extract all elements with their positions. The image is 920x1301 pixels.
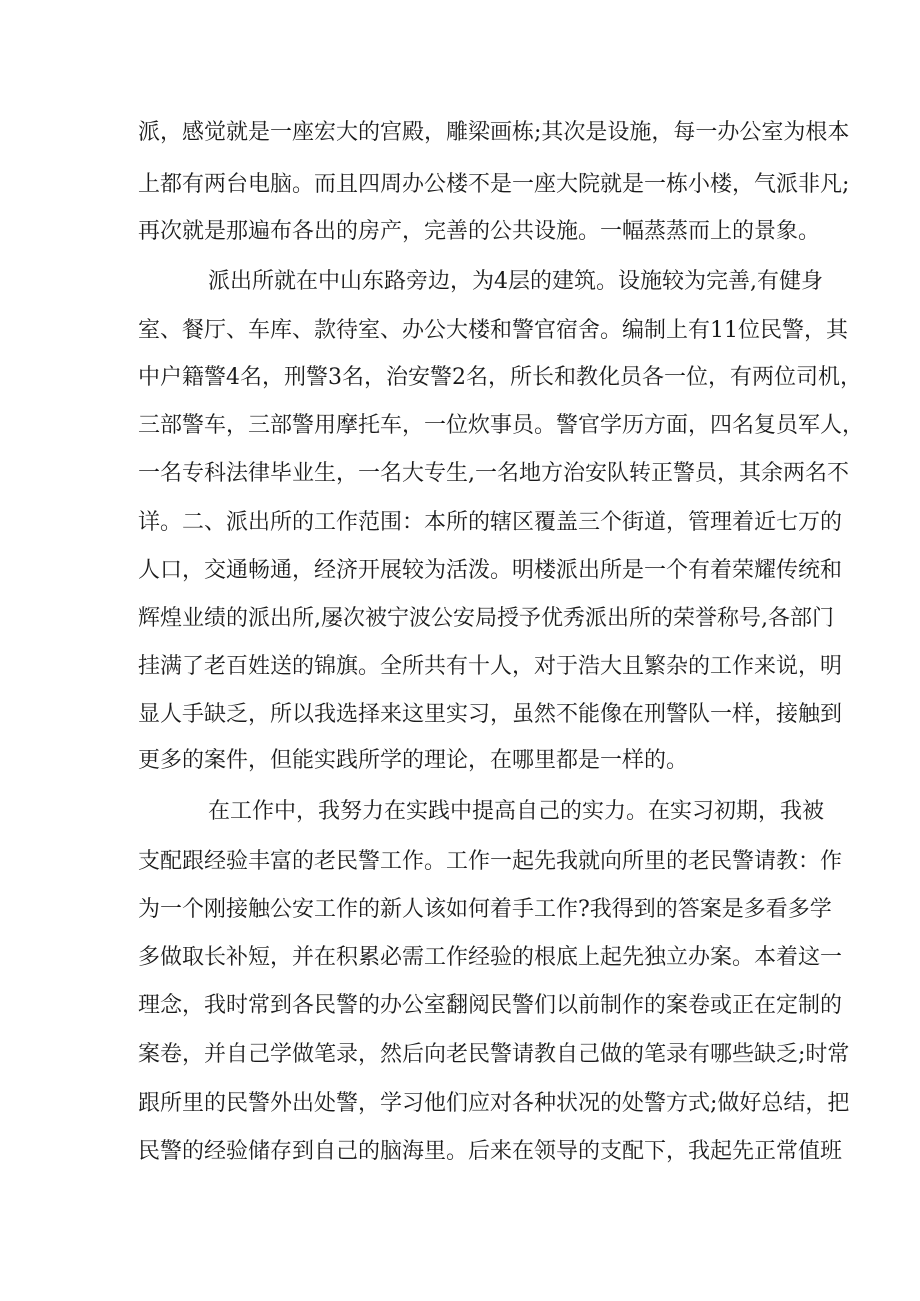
text-line: 多做取长补短，并在积累必需工作经验的根底上起先独立办案。本着这一 <box>138 945 843 970</box>
text-line: 一名专科法律毕业生，一名大专生,一名地方治安队转正警员，其余两名不 <box>138 461 849 486</box>
text-line: 跟所里的民警外出处警，学习他们应对各种状况的处警方式;做好总结，把 <box>138 1091 850 1116</box>
text-line: 人口，交通畅通，经济开展较为活泼。明楼派出所是一个有着荣耀传统和 <box>138 558 843 583</box>
text-line: 详。二、派出所的工作范围：本所的辖区覆盖三个街道，管理着近七万的 <box>138 510 843 535</box>
text-line: 室、餐厅、车库、款待室、办公大楼和警官宿舍。编制上有11位民警，其 <box>138 318 848 343</box>
text-line: 派出所就在中山东路旁边，为4层的建筑。设施较为完善,有健身 <box>208 269 823 294</box>
text-line: 理念，我时常到各民警的办公室翻阅民警们以前制作的案卷或正在定制的 <box>138 993 843 1018</box>
text-line: 派，感觉就是一座宏大的宫殿，雕梁画栋;其次是设施，每一办公室为根本 <box>138 120 850 145</box>
text-line: 案卷，并自己学做笔录，然后向老民警请教自己做的笔录有哪些缺乏;时常 <box>138 1042 850 1067</box>
text-line: 更多的案件，但能实践所学的理论，在哪里都是一样的。 <box>138 748 689 773</box>
text-line: 民警的经验储存到自己的脑海里。后来在领导的支配下，我起先正常值班 <box>138 1139 843 1164</box>
text-line: 再次就是那遍布各出的房产，完善的公共设施。一幅蒸蒸而上的景象。 <box>138 219 821 244</box>
text-line: 显人手缺乏，所以我选择来这里实习，虽然不能像在刑警队一样，接触到 <box>138 702 843 727</box>
text-line: 上都有两台电脑。而且四周办公楼不是一座大院就是一栋小楼，气派非凡; <box>138 172 850 197</box>
text-line: 在工作中，我努力在实践中提高自己的实力。在实习初期，我被 <box>208 799 825 824</box>
text-line: 挂满了老百姓送的锦旗。全所共有十人，对于浩大且繁杂的工作来说，明 <box>138 654 843 679</box>
text-line: 辉煌业绩的派出所,屡次被宁波公安局授予优秀派出所的荣誉称号,各部门 <box>138 606 834 631</box>
text-line: 为一个刚接触公安工作的新人该如何着手工作?我得到的答案是多看多学 <box>138 897 832 922</box>
text-line: 支配跟经验丰富的老民警工作。工作一起先我就向所里的老民警请教：作 <box>138 849 843 874</box>
text-line: 三部警车，三部警用摩托车，一位炊事员。警官学历方面，四名复员军人， <box>138 413 865 438</box>
text-line: 中户籍警4名，刑警3名，治安警2名，所长和教化员各一位，有两位司机， <box>138 365 862 390</box>
